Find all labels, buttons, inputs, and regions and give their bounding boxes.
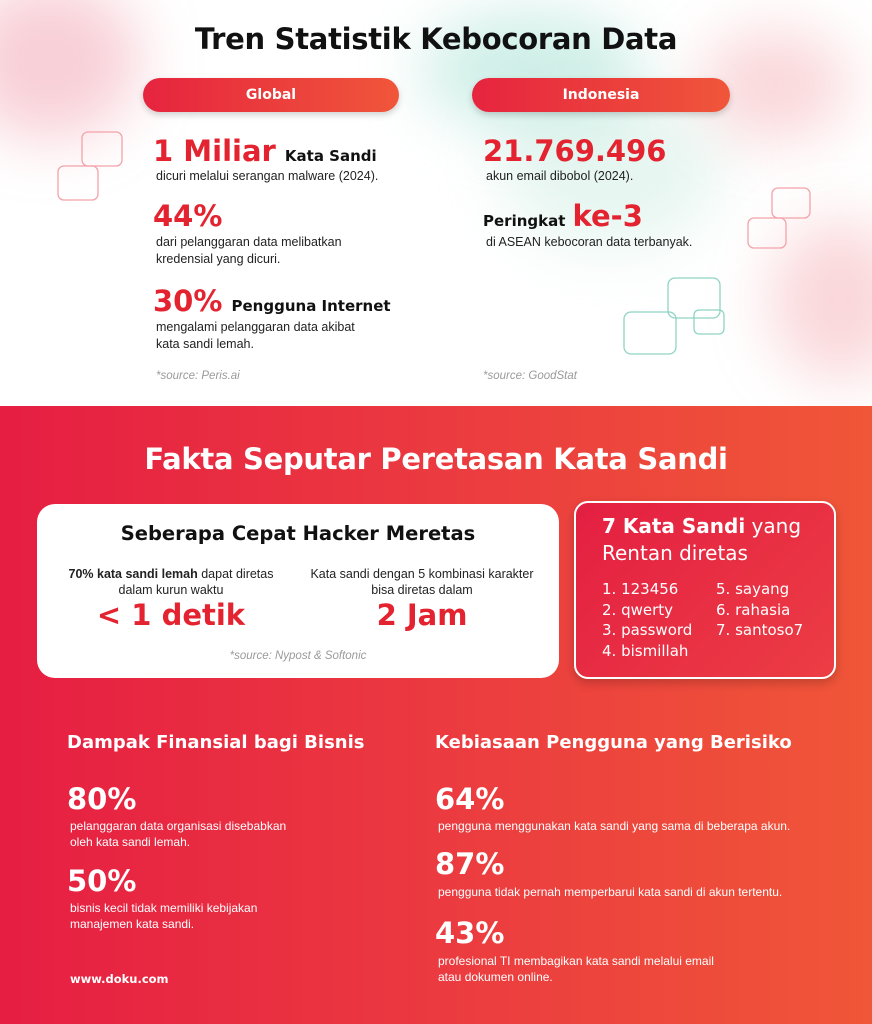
desc-text: dapat diretas [197,567,274,581]
source-note: *source: Peris.ai [156,370,240,382]
password-item: 6. rahasia [716,600,791,619]
password-item: 3. password [602,621,693,639]
stat-description: dicuri melalui serangan malware (2024). [156,169,379,183]
title-line: Rentan diretas [602,541,748,565]
source-note: *source: Nypost & Softonic [229,650,367,662]
password-item: 5. sayang [716,580,790,598]
card-right-desc [299,566,545,598]
indonesia-pill: Indonesia [472,78,730,112]
stat-number: 1 Miliar [153,134,276,168]
stat-number: 30% [153,284,223,318]
desc-line: kredensial yang dicuri. [156,252,281,266]
stat-description [438,953,714,985]
password-item: 4. bismillah [602,641,689,660]
stat-description [70,818,286,850]
global-stat-1 [153,134,377,168]
source-note: *source: GoodStat [483,370,577,382]
desc-line: Kata sandi dengan 5 kombinasi karakter [310,567,534,581]
desc-line: dari pelanggaran data melibatkan [156,235,342,249]
stat-description [156,234,342,268]
financial-title: Dampak Finansial bagi Bisnis [67,732,365,753]
stat-description [156,319,355,353]
facts-section [0,406,872,1024]
stat-number: 43% [435,916,505,950]
password-list-col2 [716,579,803,641]
global-pill: Global [143,78,399,112]
habits-title: Kebiasaan Pengguna yang Berisiko [435,732,792,753]
desc-line: atau dokumen online. [438,970,553,984]
password-item: 1. 123456 [602,580,679,598]
footer-link[interactable]: www.doku.com [70,972,169,986]
card-right-value: 2 Jam [376,598,468,632]
section-title: Fakta Seputar Peretasan Kata Sandi [144,442,728,476]
background-blob [0,0,140,140]
card-left-value: < 1 detik [96,598,246,632]
card-left-desc [51,566,291,598]
stat-description: akun email dibobol (2024). [486,169,634,183]
decorative-squares-icon [56,130,126,204]
desc-line: mengalami pelanggaran data akibat [156,320,355,334]
stat-number: 21.769.496 [483,134,667,168]
stat-description: di ASEAN kebocoran data terbanyak. [486,235,693,249]
global-stats-section [0,0,872,406]
decorative-squares-icon [746,186,814,252]
stat-description: pengguna menggunakan kata sandi yang sama di beberapa akun. [438,819,791,833]
desc-bold: 70% kata sandi lemah [68,567,198,581]
stat-number: 44% [153,199,223,233]
stat-number: 64% [435,782,505,816]
stat-number: 50% [67,864,137,898]
desc-line: profesional TI membagikan kata sandi melalui email [438,954,714,968]
stat-number: 87% [435,847,505,881]
desc-line: pelanggaran data organisasi disebabkan [70,819,287,833]
decorative-squares-icon [622,276,728,358]
desc-line: bisa diretas dalam [371,583,473,597]
desc-line: dalam kurun waktu [118,583,224,597]
password-item: 7. santoso7 [716,621,804,639]
title-text: yang [745,514,802,538]
stat-label: Kata Sandi [284,147,377,165]
desc-line: bisnis kecil tidak memiliki kebijakan [70,901,258,915]
desc-line: manajemen kata sandi. [70,917,195,931]
stat-label: Pengguna Internet [231,297,391,315]
weak-passwords-title [602,513,801,567]
page-title: Tren Statistik Kebocoran Data [194,22,678,56]
title-bold: 7 Kata Sandi [602,514,746,538]
global-stat-3 [153,284,391,318]
password-item: 2. qwerty [602,600,674,619]
weak-passwords-box [574,501,836,679]
hack-speed-card [37,504,559,678]
indonesia-stat-2 [483,199,643,233]
stat-label: Peringkat [483,212,566,230]
stat-number: 80% [67,782,137,816]
stat-description: pengguna tidak pernah memperbarui kata sandi di akun tertentu. [438,885,783,899]
desc-line: kata sandi lemah. [156,337,254,351]
card-title: Seberapa Cepat Hacker Meretas [120,522,476,545]
stat-number: ke-3 [572,199,643,233]
desc-line: oleh kata sandi lemah. [70,835,191,849]
stat-description [70,900,257,932]
password-list-col1 [602,579,692,661]
